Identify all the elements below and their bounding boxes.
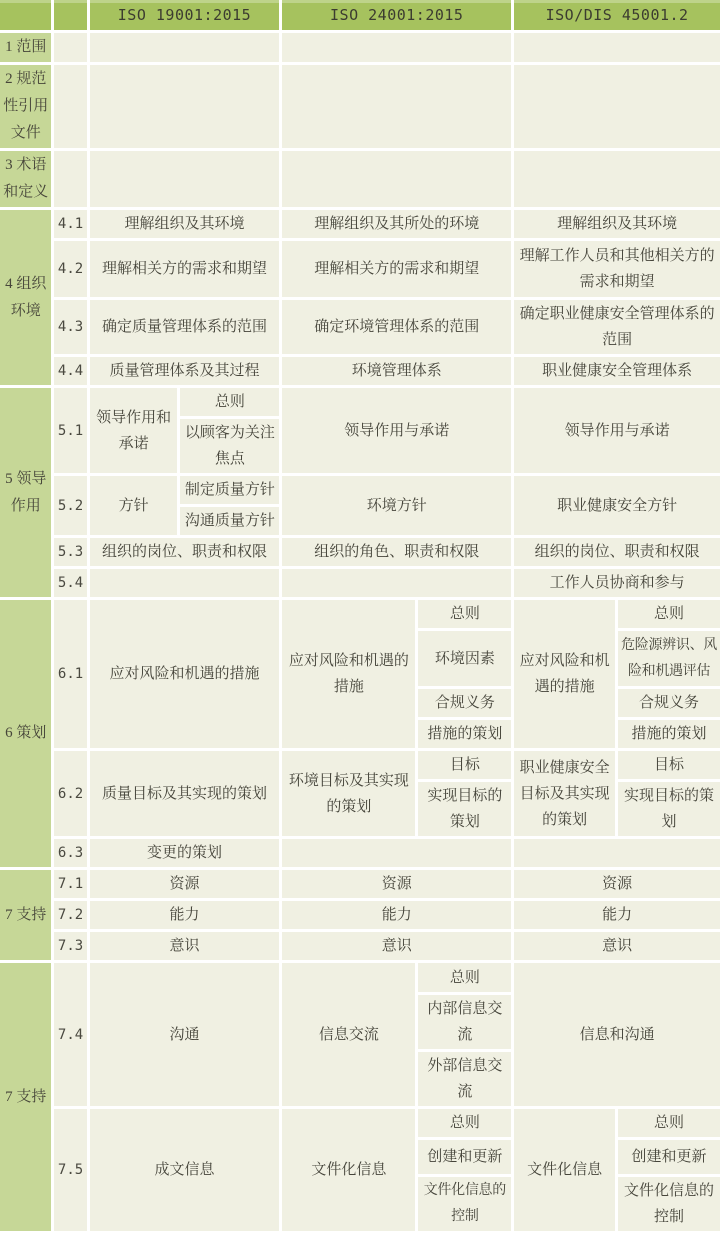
cell-5-2-num: 5.2 bbox=[54, 476, 86, 535]
cell-4-2-num: 4.2 bbox=[54, 241, 86, 297]
cell-4-4-iso24001: 环境管理体系 bbox=[282, 357, 511, 385]
cell-6-1-iso24001-sub1: 总则 bbox=[418, 600, 511, 628]
cell-7-4-iso24001-sub3: 外部信息交流 bbox=[418, 1052, 511, 1106]
section-label-1: 1 范围 bbox=[0, 33, 51, 62]
cell-3-iso45001 bbox=[514, 151, 720, 207]
cell-6-2-iso19001: 质量目标及其实现的策划 bbox=[90, 751, 280, 836]
cell-7-3-num: 7.3 bbox=[54, 932, 86, 960]
cell-4-3-iso19001: 确定质量管理体系的范围 bbox=[90, 300, 280, 354]
header-iso45001: ISO/DIS 45001.2 bbox=[514, 0, 720, 30]
cell-5-2-iso45001: 职业健康安全方针 bbox=[514, 476, 720, 535]
row-7-3 bbox=[0, 932, 720, 960]
cell-7-4-iso45001: 信息和沟通 bbox=[514, 963, 720, 1106]
header-row bbox=[0, 0, 720, 30]
cell-6-1-iso45001-sub3: 合规义务 bbox=[618, 689, 720, 717]
cell-5-2-iso19001-main: 方针 bbox=[90, 476, 178, 535]
cell-7-4-num: 7.4 bbox=[54, 963, 86, 1106]
row-5-4 bbox=[0, 569, 720, 597]
row-4-2 bbox=[0, 241, 720, 297]
cell-5-2-iso19001-sub2: 沟通质量方针 bbox=[180, 507, 279, 535]
section-label-7b: 7 支持 bbox=[0, 963, 51, 1231]
cell-7-1-iso19001: 资源 bbox=[90, 870, 280, 898]
header-blank-clause bbox=[54, 0, 86, 30]
cell-3-iso19001 bbox=[90, 151, 280, 207]
cell-6-1-iso24001-sub2: 环境因素 bbox=[418, 631, 511, 686]
section-label-4: 4 组织环境 bbox=[0, 210, 51, 385]
cell-5-4-iso19001 bbox=[90, 569, 280, 597]
row-6-3 bbox=[0, 839, 720, 867]
cell-2-num bbox=[54, 65, 86, 148]
cell-6-1-iso24001-sub3: 合规义务 bbox=[418, 689, 511, 717]
cell-6-2-iso45001-sub2: 实现目标的策划 bbox=[618, 782, 720, 836]
cell-5-1-iso19001-main: 领导作用和承诺 bbox=[90, 388, 178, 473]
cell-5-4-iso24001 bbox=[282, 569, 511, 597]
cell-4-3-iso45001: 确定职业健康安全管理体系的范围 bbox=[514, 300, 720, 354]
row-4-4 bbox=[0, 357, 720, 385]
cell-3-iso24001 bbox=[282, 151, 511, 207]
row-5-3 bbox=[0, 538, 720, 566]
cell-6-1-iso45001-sub2: 危险源辨识、风险和机遇评估 bbox=[618, 631, 720, 686]
row-terms-definitions bbox=[0, 151, 720, 207]
section-label-5: 5 领导作用 bbox=[0, 388, 51, 597]
cell-7-1-iso45001: 资源 bbox=[514, 870, 720, 898]
cell-7-2-iso19001: 能力 bbox=[90, 901, 280, 929]
section-label-7a: 7 支持 bbox=[0, 870, 51, 960]
cell-2-iso19001 bbox=[90, 65, 280, 148]
cell-5-1-iso19001-sub2: 以顾客为关注焦点 bbox=[180, 419, 279, 473]
cell-5-4-num: 5.4 bbox=[54, 569, 86, 597]
section-label-6: 6 策划 bbox=[0, 600, 51, 867]
row-7-1 bbox=[0, 870, 720, 898]
cell-6-1-iso19001: 应对风险和机遇的措施 bbox=[90, 600, 280, 748]
header-iso19001: ISO 19001:2015 bbox=[90, 0, 280, 30]
cell-5-3-iso45001: 组织的岗位、职责和权限 bbox=[514, 538, 720, 566]
row-7-4a bbox=[0, 963, 720, 992]
section-label-2: 2 规范性引用文件 bbox=[0, 65, 51, 148]
cell-6-2-iso45001-sub1: 目标 bbox=[618, 751, 720, 779]
cell-4-3-iso24001: 确定环境管理体系的范围 bbox=[282, 300, 511, 354]
cell-5-2-iso24001: 环境方针 bbox=[282, 476, 511, 535]
cell-6-2-num: 6.2 bbox=[54, 751, 86, 836]
row-7-5a bbox=[0, 1109, 720, 1137]
cell-4-1-iso19001: 理解组织及其环境 bbox=[90, 210, 280, 238]
cell-2-iso24001 bbox=[282, 65, 511, 148]
cell-5-1-iso24001: 领导作用与承诺 bbox=[282, 388, 511, 473]
cell-7-2-iso24001: 能力 bbox=[282, 901, 511, 929]
cell-1-num bbox=[54, 33, 86, 62]
cell-5-1-iso45001: 领导作用与承诺 bbox=[514, 388, 720, 473]
cell-7-1-iso24001: 资源 bbox=[282, 870, 511, 898]
cell-4-1-iso24001: 理解组织及其所处的环境 bbox=[282, 210, 511, 238]
cell-7-2-num: 7.2 bbox=[54, 901, 86, 929]
cell-7-5-iso45001-sub3: 文件化信息的控制 bbox=[618, 1177, 720, 1231]
row-5-2a bbox=[0, 476, 720, 504]
cell-7-5-iso45001-sub1: 总则 bbox=[618, 1109, 720, 1137]
cell-4-2-iso24001: 理解相关方的需求和期望 bbox=[282, 241, 511, 297]
cell-4-2-iso19001: 理解相关方的需求和期望 bbox=[90, 241, 280, 297]
cell-6-2-iso45001-main: 职业健康安全目标及其实现的策划 bbox=[514, 751, 615, 836]
cell-4-4-iso45001: 职业健康安全管理体系 bbox=[514, 357, 720, 385]
cell-6-3-iso24001 bbox=[282, 839, 511, 867]
row-5-1a bbox=[0, 388, 720, 416]
cell-7-4-iso24001-sub1: 总则 bbox=[418, 963, 511, 992]
cell-6-1-iso45001-main: 应对风险和机遇的措施 bbox=[514, 600, 615, 748]
row-4-3 bbox=[0, 300, 720, 354]
cell-5-4-iso45001: 工作人员协商和参与 bbox=[514, 569, 720, 597]
cell-7-5-iso19001: 成文信息 bbox=[90, 1109, 280, 1231]
cell-7-3-iso24001: 意识 bbox=[282, 932, 511, 960]
cell-5-3-iso19001: 组织的岗位、职责和权限 bbox=[90, 538, 280, 566]
cell-6-1-iso24001-main: 应对风险和机遇的措施 bbox=[282, 600, 415, 748]
row-4-1 bbox=[0, 210, 720, 238]
cell-4-3-num: 4.3 bbox=[54, 300, 86, 354]
cell-7-1-num: 7.1 bbox=[54, 870, 86, 898]
cell-6-1-iso45001-sub4: 措施的策划 bbox=[618, 720, 720, 748]
row-6-2a bbox=[0, 751, 720, 779]
cell-7-4-iso24001-main: 信息交流 bbox=[282, 963, 415, 1106]
cell-6-2-iso24001-sub1: 目标 bbox=[418, 751, 511, 779]
cell-6-1-num: 6.1 bbox=[54, 600, 86, 748]
cell-5-1-num: 5.1 bbox=[54, 388, 86, 473]
cell-5-1-iso19001-sub1: 总则 bbox=[180, 388, 279, 416]
cell-4-1-iso45001: 理解组织及其环境 bbox=[514, 210, 720, 238]
section-label-3: 3 术语和定义 bbox=[0, 151, 51, 207]
cell-7-4-iso19001: 沟通 bbox=[90, 963, 280, 1106]
cell-6-1-iso45001-sub1: 总则 bbox=[618, 600, 720, 628]
cell-6-3-iso19001: 变更的策划 bbox=[90, 839, 280, 867]
cell-4-1-num: 4.1 bbox=[54, 210, 86, 238]
cell-6-3-iso45001 bbox=[514, 839, 720, 867]
cell-7-2-iso45001: 能力 bbox=[514, 901, 720, 929]
cell-5-2-iso19001-sub1: 制定质量方针 bbox=[180, 476, 279, 504]
cell-7-3-iso45001: 意识 bbox=[514, 932, 720, 960]
row-scope bbox=[0, 33, 720, 62]
row-7-2 bbox=[0, 901, 720, 929]
cell-1-iso24001 bbox=[282, 33, 511, 62]
header-blank-section bbox=[0, 0, 51, 30]
cell-7-5-num: 7.5 bbox=[54, 1109, 86, 1231]
row-normative-references bbox=[0, 65, 720, 148]
cell-6-2-iso24001-main: 环境目标及其实现的策划 bbox=[282, 751, 415, 836]
cell-5-3-iso24001: 组织的角色、职责和权限 bbox=[282, 538, 511, 566]
cell-7-4-iso24001-sub2: 内部信息交流 bbox=[418, 995, 511, 1049]
row-6-1a bbox=[0, 600, 720, 628]
cell-2-iso45001 bbox=[514, 65, 720, 148]
cell-4-4-iso19001: 质量管理体系及其过程 bbox=[90, 357, 280, 385]
cell-7-5-iso24001-sub3: 文件化信息的控制 bbox=[418, 1177, 511, 1231]
cell-7-5-iso24001-sub2: 创建和更新 bbox=[418, 1140, 511, 1174]
cell-6-2-iso24001-sub2: 实现目标的策划 bbox=[418, 782, 511, 836]
cell-3-num bbox=[54, 151, 86, 207]
cell-6-1-iso24001-sub4: 措施的策划 bbox=[418, 720, 511, 748]
cell-7-5-iso24001-main: 文件化信息 bbox=[282, 1109, 415, 1231]
cell-1-iso45001 bbox=[514, 33, 720, 62]
cell-7-3-iso19001: 意识 bbox=[90, 932, 280, 960]
cell-1-iso19001 bbox=[90, 33, 280, 62]
cell-6-3-num: 6.3 bbox=[54, 839, 86, 867]
cell-7-5-iso24001-sub1: 总则 bbox=[418, 1109, 511, 1137]
cell-4-2-iso45001: 理解工作人员和其他相关方的需求和期望 bbox=[514, 241, 720, 297]
header-iso24001: ISO 24001:2015 bbox=[282, 0, 511, 30]
cell-5-3-num: 5.3 bbox=[54, 538, 86, 566]
cell-4-4-num: 4.4 bbox=[54, 357, 86, 385]
cell-7-5-iso45001-sub2: 创建和更新 bbox=[618, 1140, 720, 1174]
cell-7-5-iso45001-main: 文件化信息 bbox=[514, 1109, 615, 1231]
